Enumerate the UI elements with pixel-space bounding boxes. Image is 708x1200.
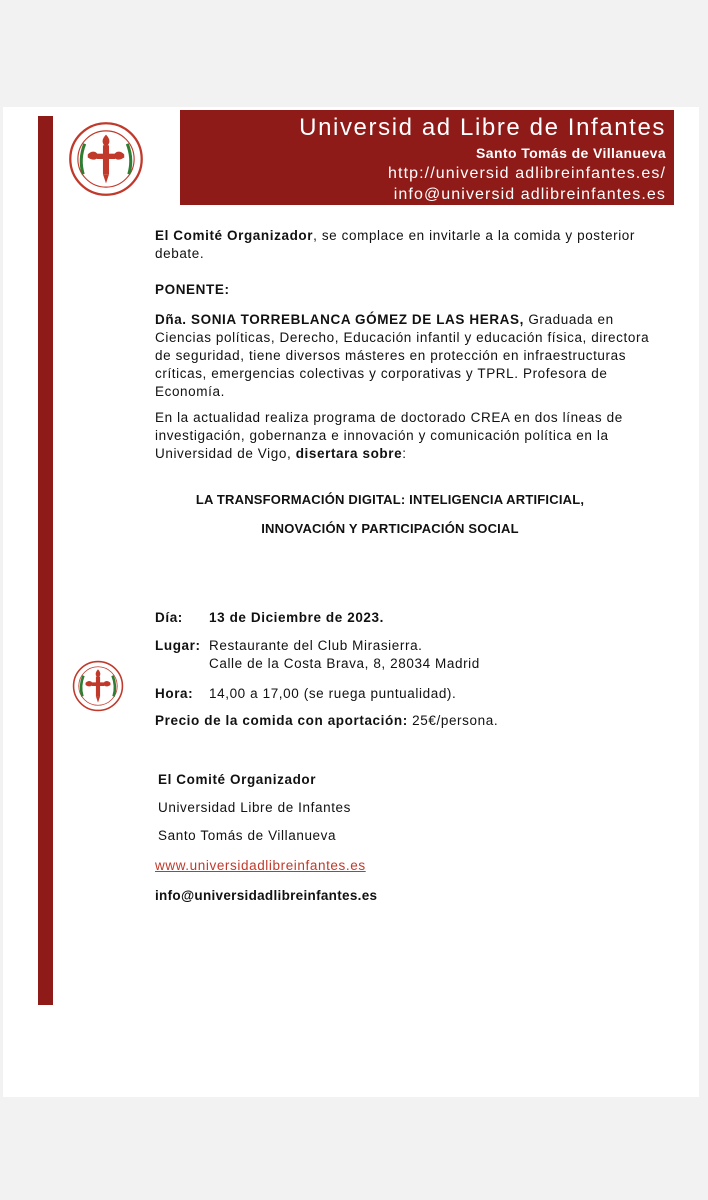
speaker-bio <box>155 311 665 401</box>
speaker-label: PONENTE: <box>155 282 230 297</box>
invitation-page <box>3 107 699 1097</box>
santiago-cross-seal-icon <box>72 660 124 712</box>
university-subtitle: Santo Tomás de Villanueva <box>476 145 666 161</box>
left-accent-bar <box>38 116 53 1005</box>
colon: : <box>402 446 407 461</box>
topic-line-2: INNOVACIÓN Y PARTICIPACIÓN SOCIAL <box>261 521 519 536</box>
santiago-cross-seal-icon <box>68 121 144 197</box>
price-label: Precio de la comida con aportación: <box>155 713 408 728</box>
day-label: Día: <box>155 610 183 625</box>
day-value: 13 de Diciembre de 2023. <box>209 610 384 625</box>
talk-topic <box>155 492 625 536</box>
place-line-2: Calle de la Costa Brava, 8, 28034 Madrid <box>209 656 480 671</box>
organizer-name: El Comité Organizador <box>155 228 314 243</box>
disertara-label: disertara sobre <box>295 446 403 461</box>
intro-paragraph <box>155 227 665 263</box>
signature-committee: El Comité Organizador <box>158 772 317 787</box>
header-url-link[interactable]: http://universid adlibreinfantes.es/ <box>388 165 666 182</box>
topic-line-1: LA TRANSFORMACIÓN DIGITAL: INTELIGENCIA ARTIFICIAL, <box>195 492 585 507</box>
university-title: Universid ad Libre de Infantes <box>299 114 666 141</box>
time-value: 14,00 a 17,00 (se ruega puntualidad). <box>209 686 457 701</box>
place-line-1: Restaurante del Club Mirasierra. <box>209 638 423 653</box>
signature-subtitle: Santo Tomás de Villanueva <box>158 828 337 843</box>
time-label: Hora: <box>155 686 194 701</box>
place-label: Lugar: <box>155 638 201 653</box>
header-email-link[interactable]: info@universid adlibreinfantes.es <box>393 186 666 203</box>
header-band <box>180 110 674 205</box>
intro-text: , se complace en invitarle a la comida y posterior debate. <box>155 228 636 261</box>
invitation-body <box>155 227 665 463</box>
email-link[interactable]: info@universidadlibreinfantes.es <box>155 888 378 903</box>
price-value: 25€/persona. <box>407 713 499 728</box>
signature-university: Universidad Libre de Infantes <box>158 800 352 815</box>
speaker-bio-text: Graduada en Ciencias políticas, Derecho, Educación infantil y educación física, directora de seguridad, tiene diversos másteres en protección en infraestructuras críticas, emergencias colectivas y corporativas y TPRL. Profesora de Economía. <box>155 312 650 399</box>
current-activity-text: En la actualidad realiza programa de doctorado CREA en dos líneas de investigación, gobernanza e innovación y comunicación política en la Universidad de Vigo, <box>155 410 623 461</box>
website-link[interactable]: www.universidadlibreinfantes.es <box>155 858 366 873</box>
price-line <box>155 712 498 730</box>
speaker-current-activity <box>155 409 665 463</box>
speaker-name: Dña. SONIA TORREBLANCA GÓMEZ DE LAS HERAS, <box>155 312 524 327</box>
